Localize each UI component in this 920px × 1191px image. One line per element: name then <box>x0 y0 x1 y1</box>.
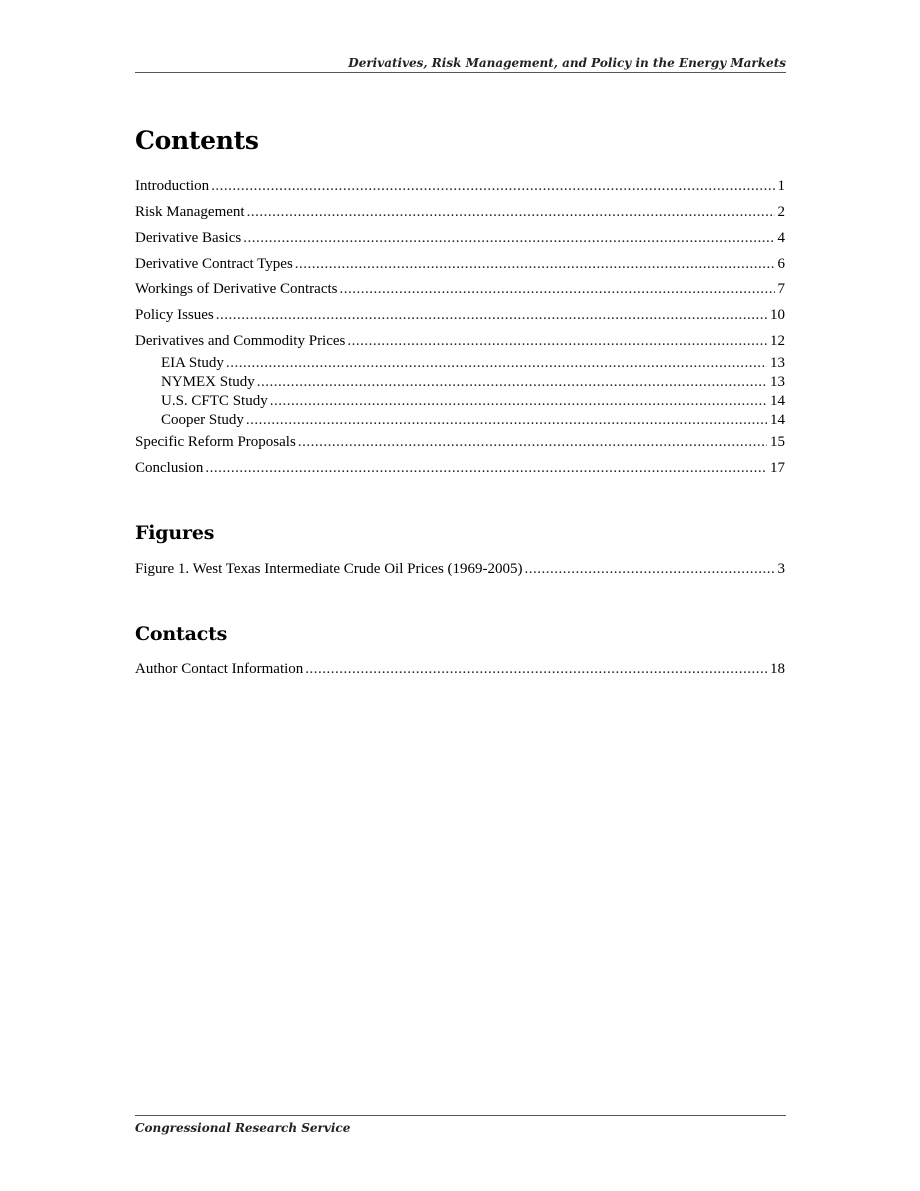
running-header-title: Derivatives, Risk Management, and Policy in the Energy Markets <box>348 56 786 70</box>
toc-entry-title: Risk Management <box>135 204 245 220</box>
toc-entry-page: 17 <box>770 460 785 476</box>
dot-leader <box>525 559 775 579</box>
figures-heading: Figures <box>135 522 215 544</box>
running-footer-organization: Congressional Research Service <box>135 1121 351 1135</box>
toc-entry-page: 4 <box>777 230 785 246</box>
toc-entry-page: 6 <box>777 256 785 272</box>
toc-entry-title: NYMEX Study <box>161 374 255 390</box>
toc-entry-title: Workings of Derivative Contracts <box>135 281 338 297</box>
toc-entry-conclusion[interactable] <box>135 458 785 478</box>
header-rule <box>135 72 786 73</box>
toc-entry-derivative-basics[interactable] <box>135 228 785 248</box>
toc-entry-title: EIA Study <box>161 355 224 371</box>
toc-subentry-eia-study[interactable] <box>161 353 785 373</box>
toc-entry-page: 2 <box>777 204 785 220</box>
toc-entry-title: Derivatives and Commodity Prices <box>135 333 346 349</box>
toc-entry-page: 18 <box>770 661 785 677</box>
toc-entry-title: Cooper Study <box>161 412 244 428</box>
dot-leader <box>270 391 767 411</box>
toc-entry-title: Introduction <box>135 178 210 194</box>
toc-entry-page: 3 <box>777 561 785 577</box>
toc-entry-page: 13 <box>770 374 785 390</box>
contents-heading: Contents <box>135 126 259 155</box>
toc-entry-author-contact-information[interactable] <box>135 659 785 679</box>
toc-entry-page: 14 <box>770 393 785 409</box>
toc-entry-page: 10 <box>770 307 785 323</box>
toc-entry-title: Specific Reform Proposals <box>135 434 296 450</box>
dot-leader <box>211 176 774 196</box>
contacts-heading: Contacts <box>135 623 228 645</box>
toc-entry-page: 14 <box>770 412 785 428</box>
toc-entry-title: Author Contact Information <box>135 661 304 677</box>
dot-leader <box>347 331 767 351</box>
toc-entry-figure-1[interactable] <box>135 559 785 579</box>
toc-entry-page: 15 <box>770 434 785 450</box>
footer-rule <box>135 1115 786 1116</box>
toc-entry-derivative-contract-types[interactable] <box>135 254 785 274</box>
dot-leader <box>216 305 767 325</box>
dot-leader <box>295 254 775 274</box>
dot-leader <box>226 353 767 373</box>
toc-entry-page: 7 <box>777 281 785 297</box>
toc-entry-page: 12 <box>770 333 785 349</box>
dot-leader <box>305 659 767 679</box>
toc-entry-derivatives-and-commodity-prices[interactable] <box>135 331 785 351</box>
toc-entry-risk-management[interactable] <box>135 202 785 222</box>
dot-leader <box>340 279 775 299</box>
dot-leader <box>205 458 767 478</box>
toc-subentry-cooper-study[interactable] <box>161 410 785 430</box>
toc-entry-title: Policy Issues <box>135 307 214 323</box>
toc-entry-introduction[interactable] <box>135 176 785 196</box>
toc-entry-title: Derivative Contract Types <box>135 256 293 272</box>
toc-entry-title: U.S. CFTC Study <box>161 393 268 409</box>
toc-entry-specific-reform-proposals[interactable] <box>135 432 785 452</box>
toc-entry-policy-issues[interactable] <box>135 305 785 325</box>
dot-leader <box>243 228 774 248</box>
dot-leader <box>257 372 767 392</box>
toc-entry-title: Conclusion <box>135 460 204 476</box>
toc-entry-title: Derivative Basics <box>135 230 242 246</box>
dot-leader <box>298 432 767 452</box>
toc-entry-page: 1 <box>777 178 785 194</box>
toc-entry-title: Figure 1. West Texas Intermediate Crude Oil Prices (1969-2005) <box>135 561 523 577</box>
toc-entry-page: 13 <box>770 355 785 371</box>
toc-subentry-nymex-study[interactable] <box>161 372 785 392</box>
toc-subentry-us-cftc-study[interactable] <box>161 391 785 411</box>
dot-leader <box>246 410 767 430</box>
dot-leader <box>247 202 775 222</box>
toc-entry-workings-of-derivative-contracts[interactable] <box>135 279 785 299</box>
